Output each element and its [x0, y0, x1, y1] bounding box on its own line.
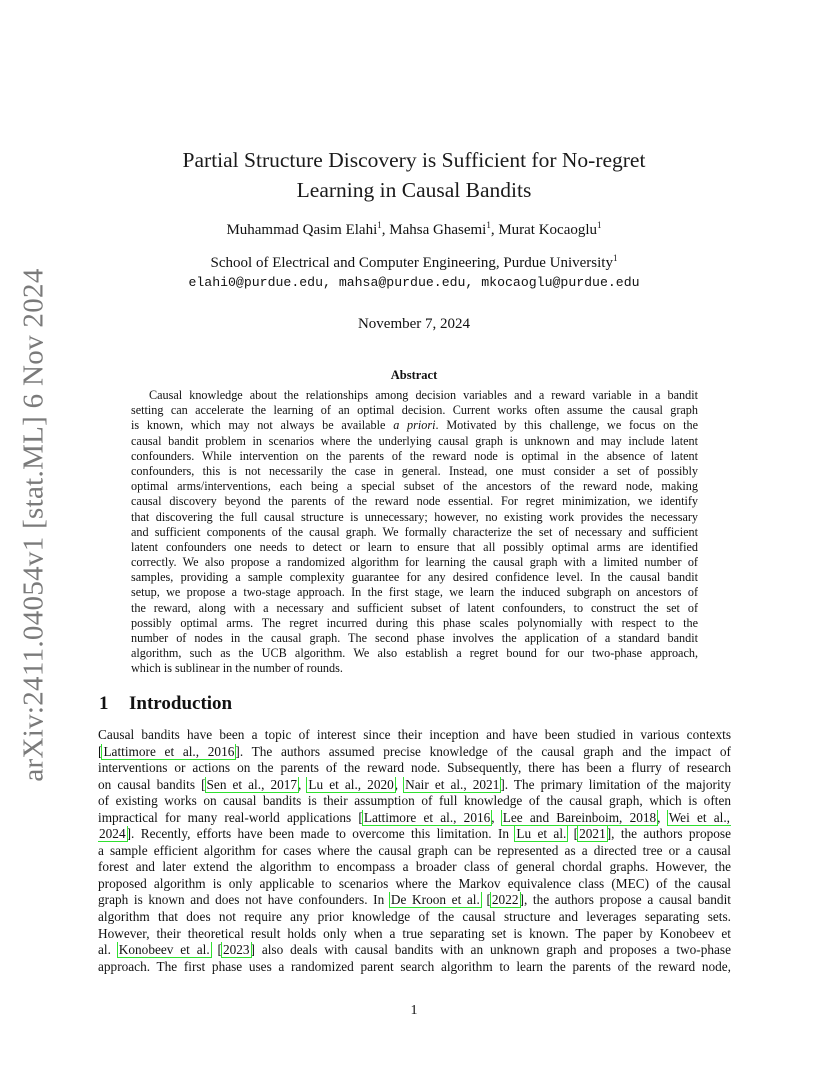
body-text: . The authors assumed precise knowledge of the causal graph and the impact of: [239, 743, 731, 759]
introduction-body: [98, 727, 731, 975]
citation-link[interactable]: Sen et al., 2017: [206, 776, 298, 792]
abstract-line: setup, we propose a two-stage approach. In the first stage, we learn the induced subgraph on ancestors of: [131, 585, 698, 600]
citation-link[interactable]: Lu et al.: [516, 826, 567, 842]
body-text: on causal bandits: [98, 776, 202, 792]
body-line: However, their theoretical result holds only when a true separating set is known. The paper by Konobeev et: [98, 925, 731, 941]
citation-link[interactable]: Lattimore et al., 2016: [363, 809, 491, 825]
abstract-line: samples, providing a sample complexity guarantee for any desired confidence level. In the causal bandit: [131, 570, 698, 585]
section-number: 1: [99, 693, 109, 714]
citation-link[interactable]: Nair et al., 2021: [405, 776, 500, 792]
title-line-2: Learning in Causal Bandits: [296, 178, 532, 202]
body-line: on causal bandits [Sen et al., 2017, Lu et al., 2020, Nair et al., 2021]. The primary limitation of the majority: [98, 776, 731, 792]
body-line: a sample efficient algorithm for cases where the causal graph can be represented as a directed tree or a causal: [98, 842, 731, 858]
abstract-text: is known, which may not always be available: [131, 418, 386, 433]
section-heading: [99, 693, 232, 715]
affiliation-text: School of Electrical and Computer Engineering, Purdue University: [210, 255, 613, 271]
abstract-line: causal discovery beyond the parents of the reward node essential. For regret minimization, we identify: [131, 494, 698, 509]
abstract-text: . Motivated by this challenge, we focus on the: [435, 418, 698, 433]
author-list: Muhammad Qasim Elahi$^1$, Mahsa Ghasemi$^1$, Murat Kocaoglu$^1$: [226, 220, 602, 238]
abstract-line: which is sublinear in the number of rounds.: [131, 661, 343, 676]
abstract-line: correctly. We also propose a randomized algorithm for learning the causal graph with a limited number of: [131, 555, 698, 570]
body-line: approach. The first phase uses a randomized parent search algorithm to learn the parents of the reward node,: [98, 958, 731, 974]
abstract-line: confounders, this is not necessarily the case in general. Instead, one must consider a set of possibly: [131, 463, 698, 478]
citation-link[interactable]: 2021: [579, 826, 606, 842]
page-number: 1: [410, 1003, 418, 1018]
paper-date: November 7, 2024: [357, 316, 471, 332]
citation-link[interactable]: 2024: [99, 826, 126, 842]
body-text: also deals with causal bandits with an unknown graph and proposes a two-phase: [254, 942, 731, 958]
body-text: , the authors propose: [611, 826, 731, 842]
author-affiliation-mark: 1: [597, 220, 602, 230]
author-emails[interactable]: elahi0@purdue.edu, mahsa@purdue.edu, mkocaoglu@purdue.edu: [188, 275, 640, 290]
citation-link[interactable]: Lattimore et al., 2016: [103, 743, 235, 759]
abstract-line: optimal arms/interventions, each being a special subset of the ancestors of the reward node, making: [131, 479, 698, 494]
author-affiliation-mark: 1: [377, 220, 382, 230]
abstract-line: that discovering the full causal structure is unnecessary; however, no existing work provides the necessary: [131, 509, 698, 524]
abstract-line: [131, 418, 698, 433]
body-line: 2024]. Recently, efforts have been made to overcome this limitation. In Lu et al. [2021], the authors propose: [99, 826, 731, 842]
body-text: , the authors propose a causal bandit: [523, 892, 731, 908]
abstract-line: setting can accelerate the learning of an optimal decision. Current works often assume the causal graph: [131, 403, 698, 418]
citation-link[interactable]: Lu et al., 2020: [308, 776, 394, 792]
author-name: Murat Kocaoglu: [498, 222, 598, 238]
body-text: . Recently, efforts have been made to overcome this limitation. In: [131, 826, 516, 842]
body-line: Causal bandits have been a topic of interest since their inception and have been studied in various contexts: [98, 727, 731, 742]
body-text: al.: [98, 942, 118, 958]
abstract-line: causal bandit problem in scenarios where the underlying causal graph is unknown and may include latent: [131, 433, 698, 448]
abstract-line: Causal knowledge about the relationships among decision variables and a reward variable in a bandit: [149, 388, 698, 402]
affiliation: [100, 255, 728, 272]
citation-link[interactable]: De Kroon et al.: [390, 892, 480, 908]
abstract-emphasis: a priori: [393, 418, 436, 433]
abstract-line: confounders. While intervention on the parents of the reward node is optimal in the absence of latent: [131, 448, 698, 463]
abstract-body: [131, 388, 698, 677]
citation-link[interactable]: Konobeev et al.: [118, 942, 210, 958]
body-line: of existing works on causal bandits is their assumption of full knowledge of the causal graph, which is often: [98, 793, 731, 809]
author-affiliation-mark: 1: [486, 220, 491, 230]
body-line: proposed algorithm is only applicable to scenarios where the Markov equivalence class (MEC) of the causal: [98, 875, 731, 891]
abstract-line: number of nodes in the causal graph. The second phase involves the application of a standard bandit: [131, 631, 698, 645]
body-text: graph is known and does not have confounders. In: [98, 892, 390, 908]
body-line: graph is known and does not have confounders. In De Kroon et al. [2022], the authors propose a causal bandit: [98, 892, 731, 908]
abstract-line: and sufficient components of the causal graph. We formally characterize the set of necessary and sufficient: [131, 524, 698, 539]
abstract-line: algorithm, such as the UCB algorithm. We also establish a regret bound for our two-phase approach,: [131, 646, 698, 661]
abstract-line: possibly optimal arms. The regret incurred during this phase scales polynomially with respect to the: [131, 615, 698, 630]
abstract-line: latent confounders one needs to detect or learn to ensure that all possibly optimal arms are identified: [131, 539, 698, 554]
body-line: impractical for many real-world applications [Lattimore et al., 2016, Lee and Bareinboim, 2018, Wei et al.,: [98, 809, 730, 825]
citation-link[interactable]: 2022: [491, 892, 519, 908]
body-line: al. Konobeev et al. [2023] also deals with causal bandits with an unknown graph and proposes a two-phase: [98, 942, 731, 958]
abstract-heading: Abstract: [390, 368, 438, 382]
body-line: [Lattimore et al., 2016]. The authors assumed precise knowledge of the causal graph and the impact of: [98, 743, 731, 759]
paper-title: [100, 145, 728, 205]
citation-link[interactable]: 2023: [222, 942, 250, 958]
author-name: Mahsa Ghasemi: [389, 222, 487, 238]
title-line-1: Partial Structure Discovery is Sufficient for No-regret: [182, 148, 646, 172]
abstract-line: the reward, along with a necessary and sufficient subset of latent confounders, to construct the set of: [131, 600, 698, 615]
affiliation-mark: 1: [612, 253, 618, 263]
section-title: Introduction: [129, 693, 233, 714]
body-line: forest and later extend the algorithm to encompass a broader class of general chordal graphs. However, the: [98, 859, 731, 875]
body-text: . The primary limitation of the majority: [504, 776, 731, 792]
body-text: impractical for many real-world applications: [98, 809, 359, 825]
body-line: interventions or actions on the parents of the reward node. Subsequently, there has been a flurry of research: [98, 760, 731, 776]
body-line: algorithm that does not require any prior knowledge of the causal structure and leverages separating sets.: [98, 909, 731, 925]
citation-link[interactable]: Lee and Bareinboim, 2018: [502, 809, 657, 825]
citation-link[interactable]: Wei et al.,: [668, 809, 730, 825]
author-name: Muhammad Qasim Elahi: [226, 222, 378, 238]
arxiv-identifier-stamp: arXiv:2411.04054v1 [stat.ML] 6 Nov 2024: [17, 268, 50, 782]
